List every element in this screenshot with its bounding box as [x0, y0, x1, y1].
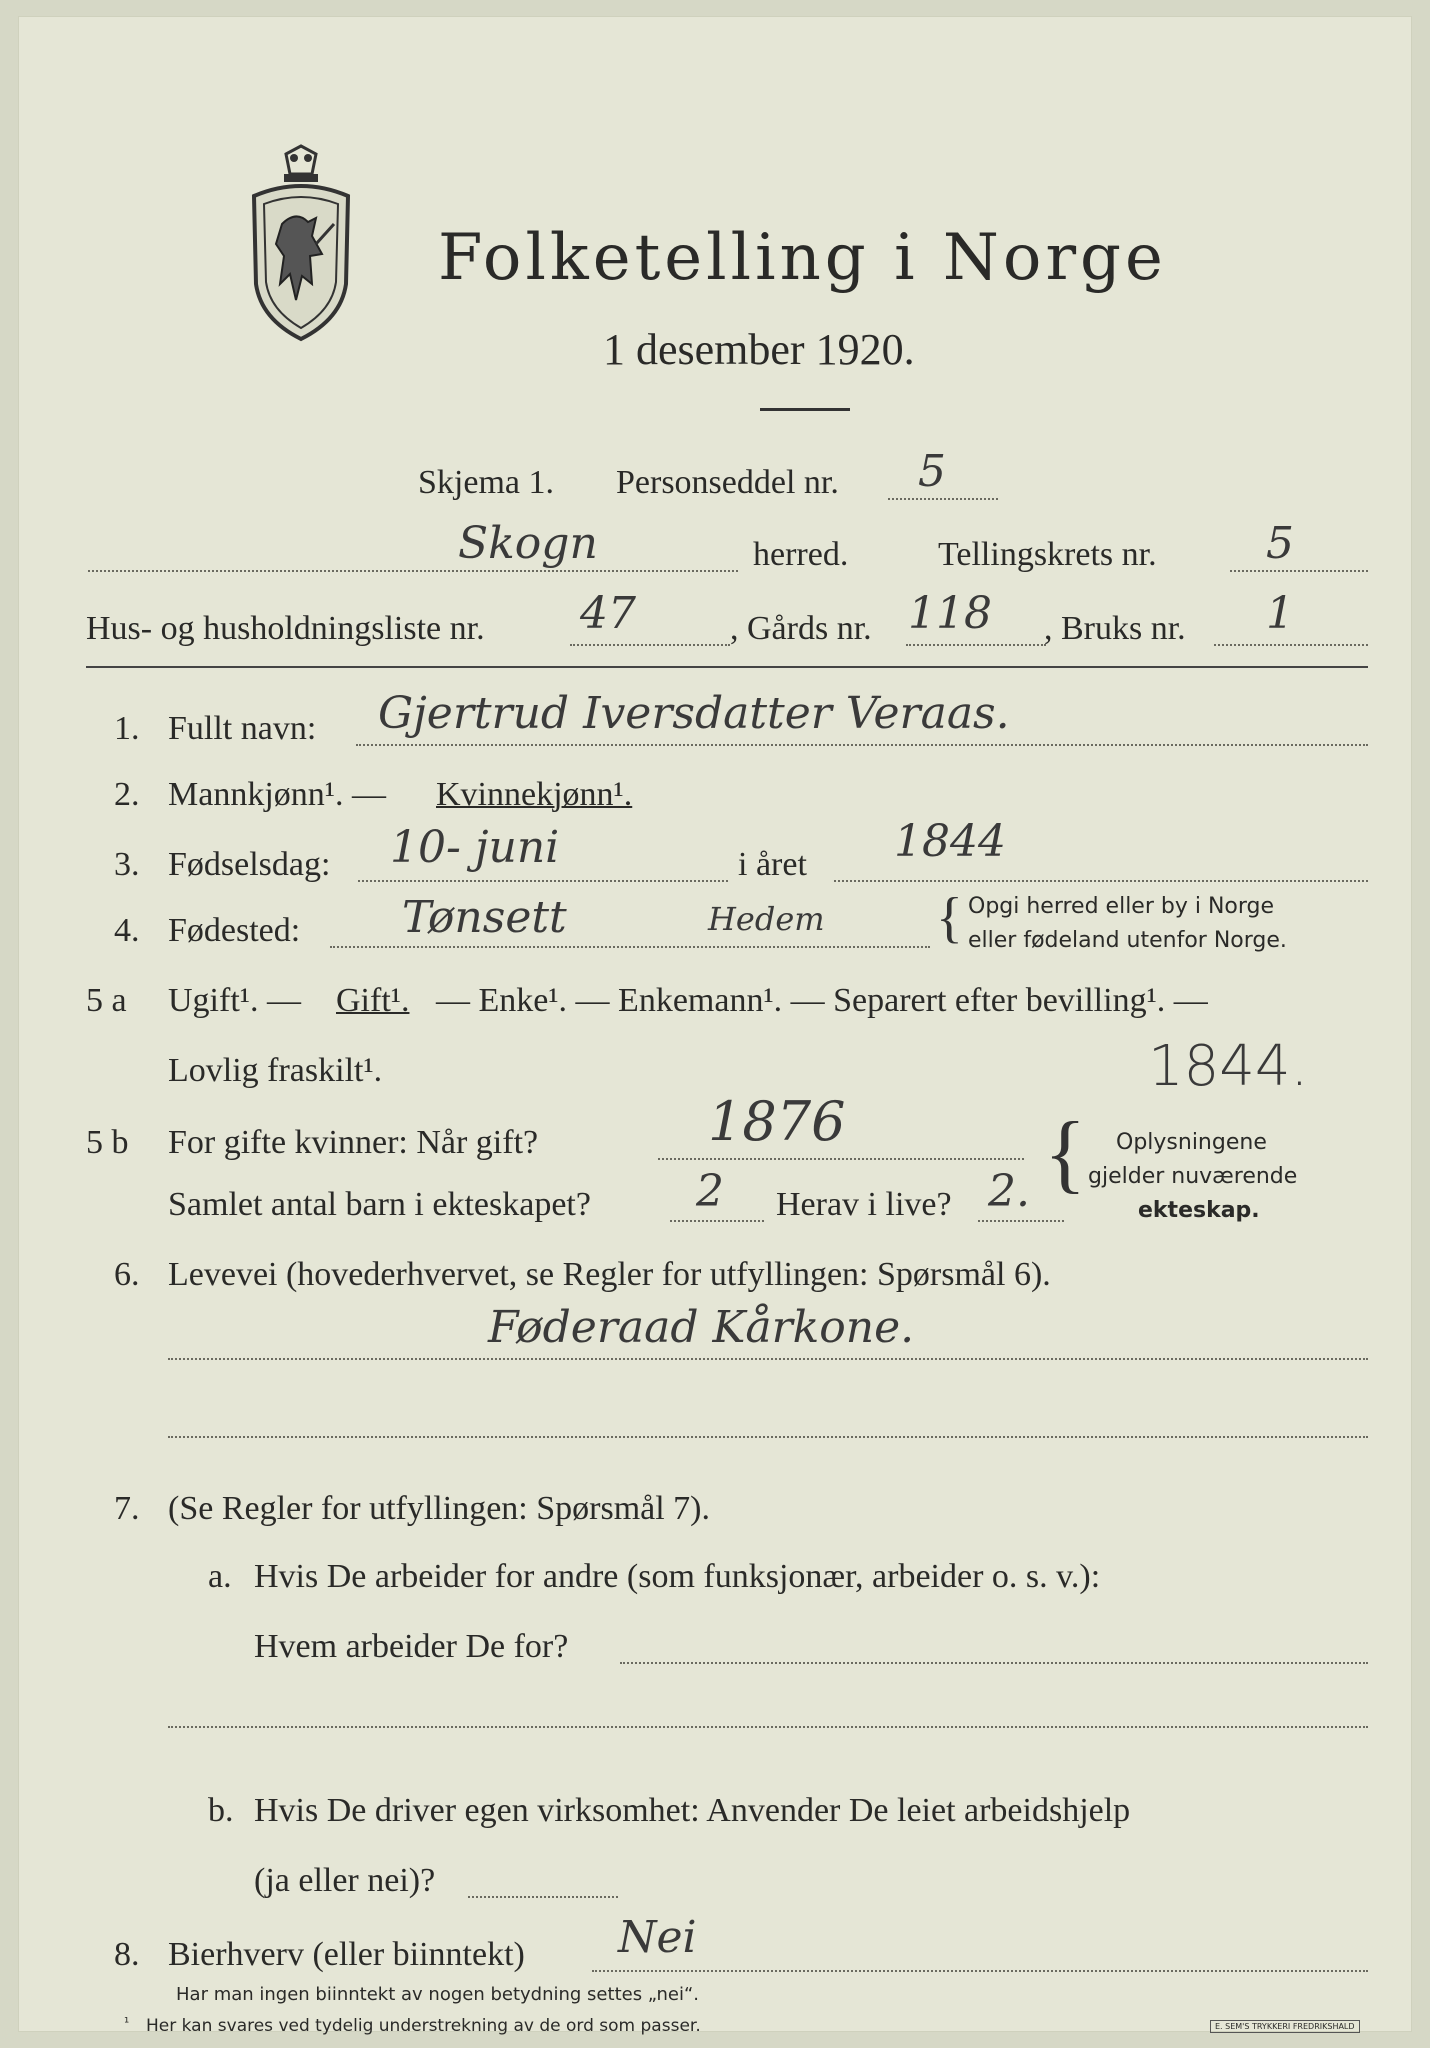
q7a-label-2: Hvem arbeider De for?	[254, 1628, 569, 1665]
q1-label: Fullt navn:	[168, 710, 317, 747]
q3-year-value: 1844	[894, 816, 1006, 867]
hus-value: 47	[580, 588, 636, 639]
form-date: 1 desember 1920.	[603, 325, 915, 374]
q4-label: Fødested:	[168, 912, 301, 949]
q5a-margin-note: 1844.	[1148, 1034, 1309, 1099]
gards-label: , Gårds nr.	[730, 610, 872, 647]
q7-label: (Se Regler for utfyllingen: Spørsmål 7).	[168, 1490, 711, 1527]
herred-label: herred.	[753, 536, 849, 573]
q1-full-name: Gjertrud Iversdatter Veraas.	[378, 688, 1010, 739]
section-divider	[86, 666, 1368, 668]
q5b-living-value: 2.	[988, 1166, 1030, 1217]
hus-label: Hus- og husholdningsliste nr.	[86, 610, 485, 647]
q2-male: Mannkjønn¹. —	[168, 776, 386, 813]
q5b-children-value: 2	[696, 1166, 724, 1217]
q4-birthplace-county: Hedem	[708, 900, 825, 938]
q3-label: Fødselsdag:	[168, 846, 331, 883]
skjema-label: Skjema 1.	[418, 464, 554, 501]
gards-value: 118	[908, 588, 992, 639]
q5b-note-2: gjelder nuværende	[1088, 1164, 1298, 1189]
herred-value: Skogn	[458, 518, 598, 569]
coat-of-arms-icon	[246, 144, 356, 344]
q5a-unmarried: Ugift¹. —	[168, 982, 301, 1019]
q4-note-2: eller fødeland utenfor Norge.	[968, 928, 1287, 953]
q7b-label: Hvis De driver egen virksomhet: Anvender De leiet arbeidshjelp	[254, 1792, 1131, 1829]
footnote: Her kan svares ved tydelig understrekning av de ord som passer.	[146, 2016, 701, 2036]
q3-birthday: 10- juni	[390, 822, 560, 873]
q5b-note-3: ekteskap.	[1138, 1198, 1260, 1223]
census-form-page: Folketelling i Norge 1 desember 1920. Skjema 1. Personseddel nr. 5 Skogn herred. Tellingskrets nr. 5 Hus- og husholdningsliste nr. 47 , Gårds nr. 118 , Bruks nr. 1 1. Fullt navn: Gjertrud Iversdatter Veraas. 2. Mannkjønn¹. — Kvinnekjønn¹. 3. Fødselsdag: 10- juni i året 1844 4. Fødested: Tønsett Hedem { Opgi herred eller by i Norge eller fødeland utenfor Norge. 5 a Ugift¹. — Gift¹. — Enke¹. — Enkemann¹. — Separert efter bevilling¹. — Lovlig fraskilt¹. 1844. 5 b For gifte kvinner: Når gift? 1876 { Oplysningene gjelder nuværende ekteskap. Samlet antal barn i ekteskapet? 2 Herav i live? 2. 6. Levevei (hovederhvervet, se Regler for utfyllingen: Spørsmål 6). Føderaad Kårkone. 7. (Se Regler for utfyllingen: Spørsmål 7). a. Hvis De arbeider for andre (som funksjonær, arbeider o. s. v.): Hvem arbeider De for? b. Hvis De driver egen virksomhet: Anvender De leiet arbeidshjelp (ja eller nei)? 8. Bierhverv (eller biinntekt) Nei	[18, 16, 1412, 2032]
footer-note: Har man ingen biinntekt av nogen betydning settes „nei“.	[176, 1984, 700, 2005]
q7a-label: Hvis De arbeider for andre (som funksjonær, arbeider o. s. v.):	[254, 1558, 1101, 1595]
q6-occupation: Føderaad Kårkone.	[488, 1302, 915, 1353]
q6-label: Levevei (hovederhvervet, se Regler for utfyllingen: Spørsmål 6).	[168, 1256, 1051, 1293]
q7b-label-2: (ja eller nei)?	[254, 1862, 436, 1899]
form-title: Folketelling i Norge	[438, 221, 1167, 295]
q8-label: Bierhverv (eller biinntekt)	[168, 1936, 525, 1973]
tellingskrets-value: 5	[1266, 518, 1294, 569]
q4-note-1: Opgi herred eller by i Norge	[968, 894, 1275, 919]
printer-mark: E. SEM'S TRYKKERI FREDRIKSHALD	[1210, 2020, 1360, 2033]
q5b-children-label: Samlet antal barn i ekteskapet?	[168, 1186, 591, 1223]
q5b-living-label: Herav i live?	[776, 1186, 952, 1223]
personseddel-value: 5	[918, 446, 946, 497]
bruks-value: 1	[1266, 588, 1294, 639]
bruks-label: , Bruks nr.	[1044, 610, 1186, 647]
q5b-label: For gifte kvinner: Når gift?	[168, 1124, 539, 1161]
q8-value: Nei	[618, 1912, 697, 1963]
title-divider	[760, 408, 850, 411]
q5a-married-underlined: Gift¹.	[336, 982, 410, 1019]
q5a-other-options: — Enke¹. — Enkemann¹. — Separert efter bevilling¹. —	[436, 982, 1208, 1019]
q5b-note-1: Oplysningene	[1116, 1130, 1267, 1155]
q3-year-label: i året	[738, 846, 807, 883]
tellingskrets-label: Tellingskrets nr.	[938, 536, 1157, 573]
q5a-divorced: Lovlig fraskilt¹.	[168, 1052, 383, 1089]
personseddel-label: Personseddel nr.	[616, 464, 839, 501]
q5b-marriage-year: 1876	[708, 1090, 846, 1153]
q4-birthplace: Tønsett	[402, 892, 567, 943]
q2-female-underlined: Kvinnekjønn¹.	[436, 776, 633, 813]
